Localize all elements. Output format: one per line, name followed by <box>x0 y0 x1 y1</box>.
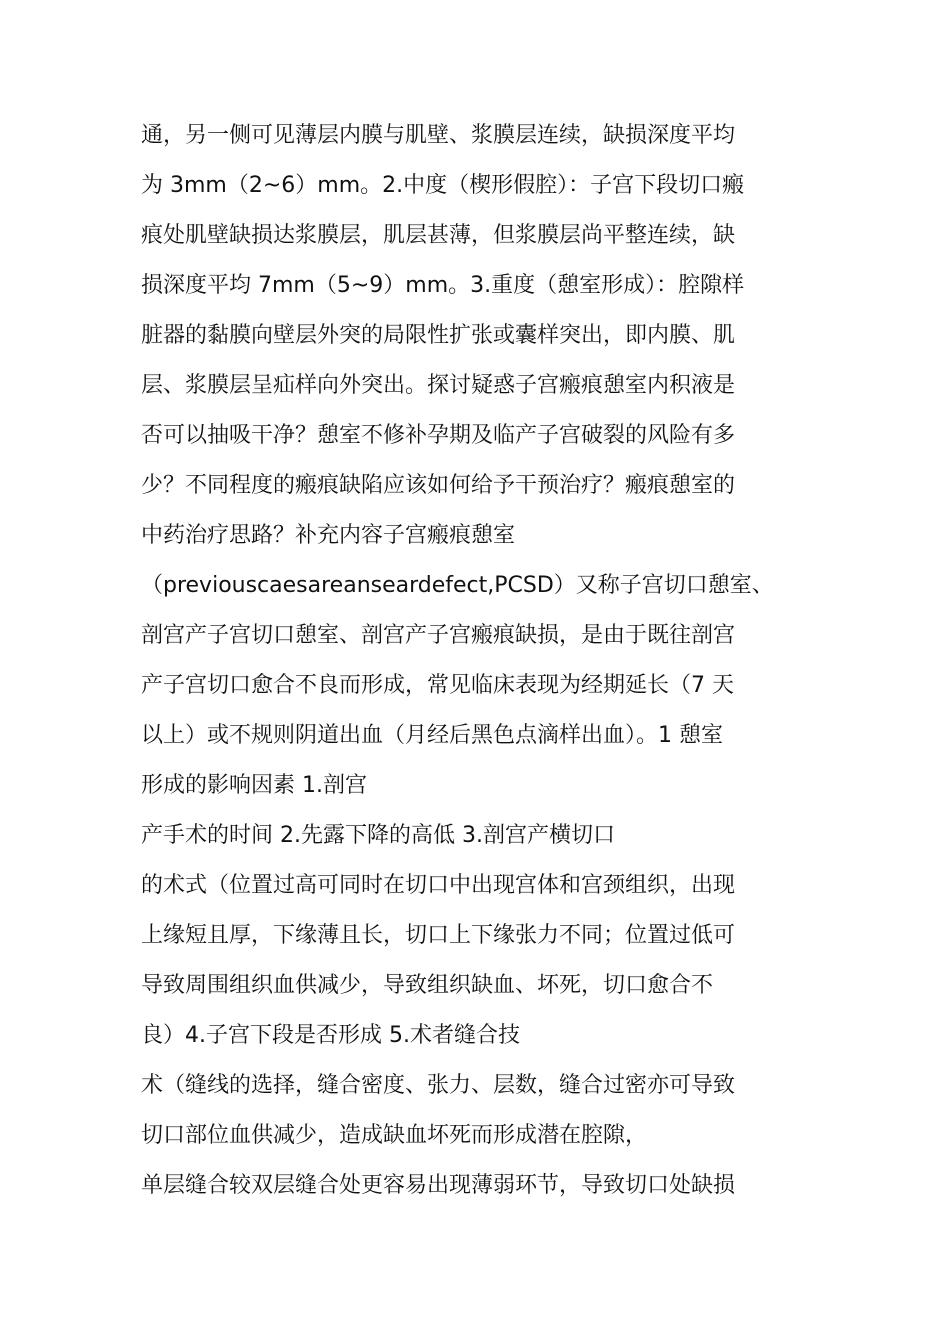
text-line: 良）4.子宫下段是否形成 5.术者缝合技 <box>141 1023 520 1048</box>
text-line: 为 3mm（2~6）mm。2.中度（楔形假腔）：子宫下段切口瘢 <box>141 173 745 198</box>
text-line: 单层缝合较双层缝合处更容易出现薄弱环节，导致切口处缺损 <box>141 1173 736 1198</box>
text-line: 少？不同程度的瘢痕缺陷应该如何给予干预治疗？瘢痕憩室的 <box>141 473 736 498</box>
text-line: （previouscaesareanseardefect,PCSD）又称子宫切口憩室、 <box>141 573 774 598</box>
text-line: 中药治疗思路？补充内容子宫瘢痕憩室 <box>141 523 516 548</box>
text-line: 上缘短且厚，下缘薄且长，切口上下缘张力不同；位置过低可 <box>141 923 736 948</box>
text-line: 产手术的时间 2.先露下降的高低 3.剖宫产横切口 <box>141 823 615 848</box>
text-line: 的术式（位置过高可同时在切口中出现宫体和宫颈组织，出现 <box>141 873 736 898</box>
text-line: 否可以抽吸干净？憩室不修补孕期及临产子宫破裂的风险有多 <box>141 423 736 448</box>
text-line: 产子宫切口愈合不良而形成，常见临床表现为经期延长（7 天 <box>141 673 734 698</box>
text-line: 痕处肌壁缺损达浆膜层，肌层甚薄，但浆膜层尚平整连续，缺 <box>141 223 736 248</box>
text-line: 切口部位血供减少，造成缺血坏死而形成潜在腔隙， <box>141 1123 648 1148</box>
text-line: 以上）或不规则阴道出血（月经后黑色点滴样出血）。1 憩室 <box>141 723 723 748</box>
text-line: 脏器的黏膜向壁层外突的局限性扩张或囊样突出，即内膜、肌 <box>141 323 736 348</box>
body-text <box>141 111 811 1211</box>
text-line: 导致周围组织血供减少，导致组织缺血、坏死，切口愈合不 <box>141 973 714 998</box>
text-line: 形成的影响因素 1.剖宫 <box>141 773 367 798</box>
text-line: 通，另一侧可见薄层内膜与肌壁、浆膜层连续，缺损深度平均 <box>141 123 736 148</box>
text-line: 层、浆膜层呈疝样向外突出。探讨疑惑子宫瘢痕憩室内积液是 <box>141 373 736 398</box>
text-line: 损深度平均 7mm（5~9）mm。3.重度（憩室形成）：腔隙样 <box>141 273 745 298</box>
text-line: 剖宫产子宫切口憩室、剖宫产子宫瘢痕缺损，是由于既往剖宫 <box>141 623 736 648</box>
text-line: 术（缝线的选择，缝合密度、张力、层数，缝合过密亦可导致 <box>141 1073 736 1098</box>
